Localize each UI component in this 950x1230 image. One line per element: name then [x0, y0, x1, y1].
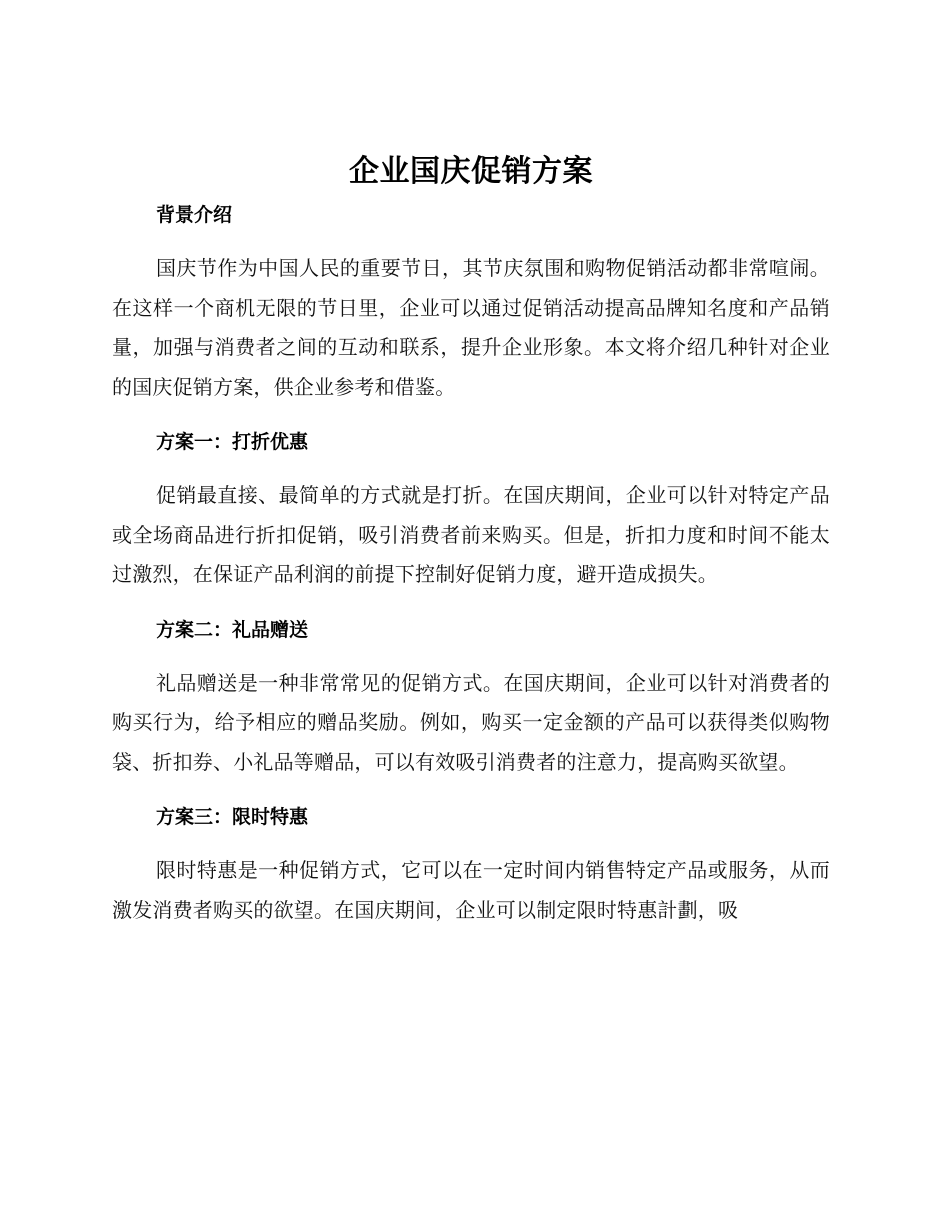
document-title: 企业国庆促销方案 — [349, 154, 593, 189]
section-paragraph-plan-two: 礼品赠送是一种非常常见的促销方式。在国庆期间，企业可以针对消费者的购买行为，给予相应的赠品奖励。例如，购买一定金额的产品可以获得类似购物袋、折扣券、小礼品等赠品，可以有效吸引消费者的注意力，提高购买欲望。 — [112, 670, 830, 774]
document-body — [112, 150, 830, 952]
section-paragraph-plan-three: 限时特惠是一种促销方式，它可以在一定时间内销售特定产品或服务，从而激发消费者购买的欲望。在国庆期间，企业可以制定限时特惠計劃，吸 — [112, 858, 830, 922]
section-paragraph-background: 国庆节作为中国人民的重要节日，其节庆氛围和购物促销活动都非常喧闹。在这样一个商机无限的节日里，企业可以通过促销活动提高品牌知名度和产品销量，加强与消费者之间的互动和联系，提升企业形象。本文将介绍几种针对企业的国庆促销方案，供企业参考和借鉴。 — [112, 256, 830, 399]
section-paragraph-plan-one: 促销最直接、最简单的方式就是打折。在国庆期间，企业可以针对特定产品或全场商品进行折扣促销，吸引消费者前来购买。但是，折扣力度和时间不能太过激烈，在保证产品利润的前提下控制好促销力度，避开造成损失。 — [112, 483, 830, 586]
section-heading-plan-two: 方案二：礼品赠送 — [156, 618, 309, 641]
section-heading-plan-three: 方案三：限时特惠 — [156, 806, 309, 828]
section-heading-plan-one: 方案一：打折优惠 — [156, 431, 309, 453]
section-heading-background: 背景介绍 — [156, 204, 233, 226]
